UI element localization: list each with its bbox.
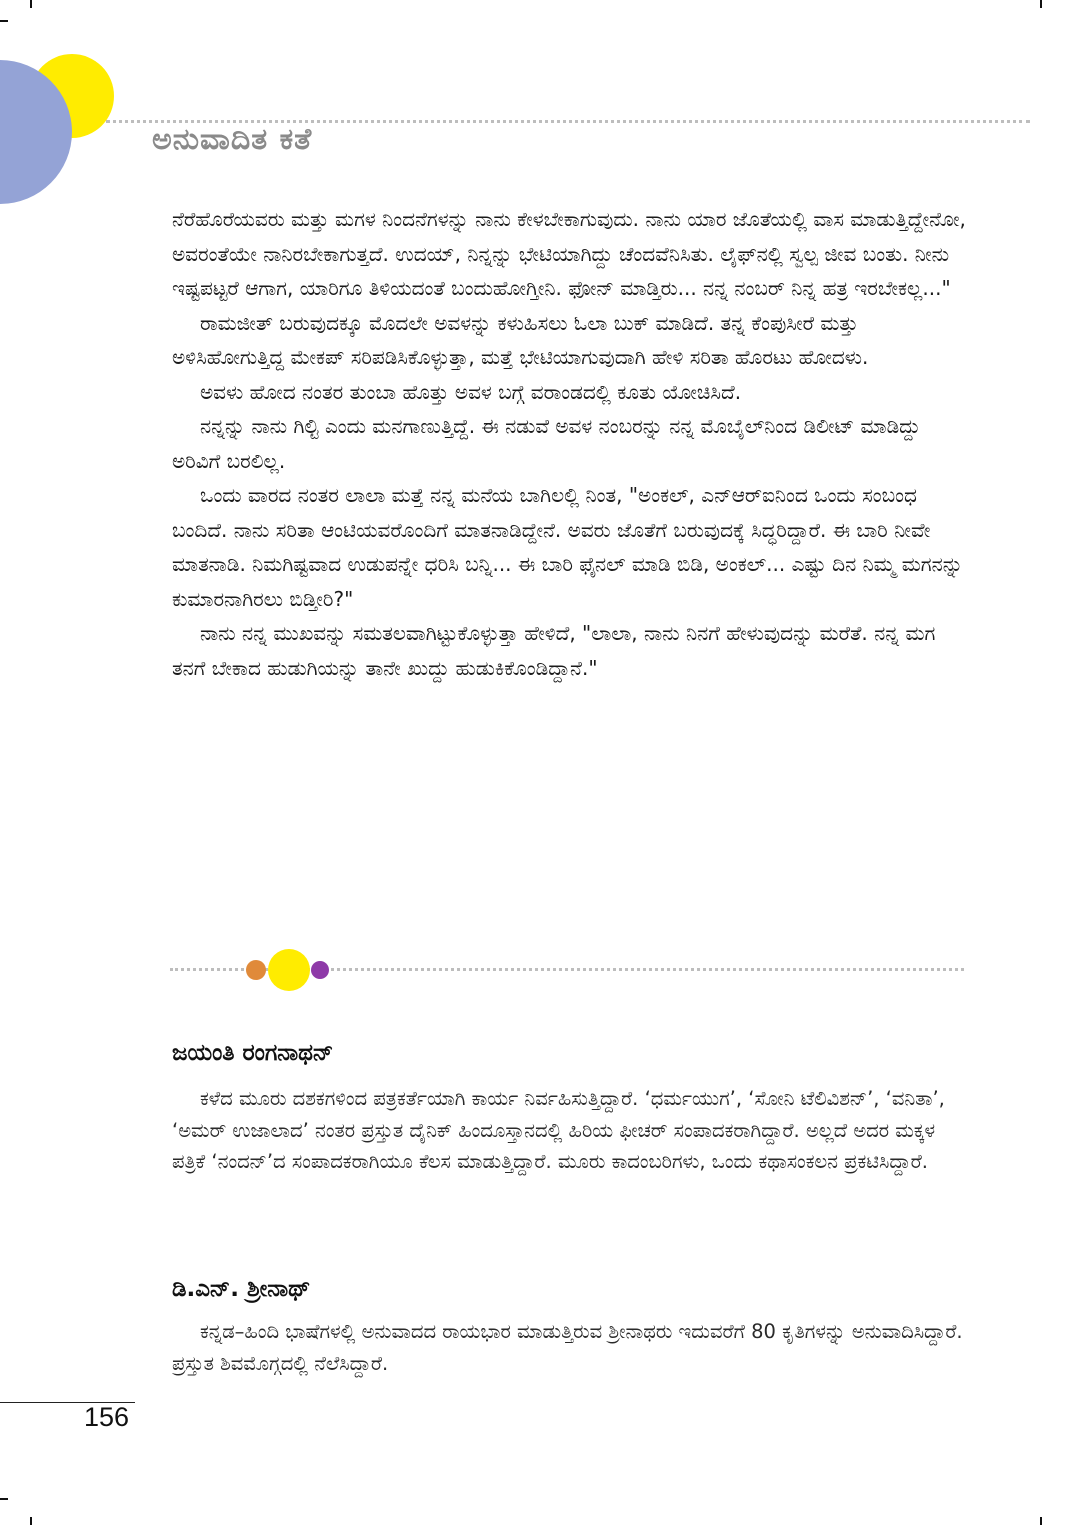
story-paragraph: ನಾನು ನನ್ನ ಮುಖವನ್ನು ಸಮತಲವಾಗಿಟ್ಟುಕೊಳ್ಳುತ್ತಾ ಹೇಳಿದೆ, "ಲಾಲಾ, ನಾನು ನಿನಗೆ ಹೇಳುವುದನ್ನು ಮರೆತೆ. ನನ್ನ ಮಗ ತನಗೆ ಬೇಕಾದ ಹುಡುಗಿಯನ್ನು ತಾನೇ ಖುದ್ದು ಹುಡುಕಿಕೊಂಡಿದ್ದಾನೆ." xyxy=(172,621,936,680)
story-paragraph: ರಾಮಜೀತ್ ಬರುವುದಕ್ಕೂ ಮೊದಲೇ ಅವಳನ್ನು ಕಳುಹಿಸಲು ಓಲಾ ಬುಕ್ ಮಾಡಿದೆ. ತನ್ನ ಕೆಂಪುಸೀರೆ ಮತ್ತು ಅಳಿಸಿಹೋಗುತ್ತಿದ್ದ ಮೇಕಪ್ ಸರಿಪಡಿಸಿಕೊಳ್ಳುತ್ತಾ, ಮತ್ತೆ ಭೇಟಿಯಾಗುವುದಾಗಿ ಹೇಳಿ ಸರಿತಾ ಹೊರಟು ಹೋದಳು. xyxy=(172,310,869,369)
story-paragraph: ನೆರೆಹೊರೆಯವರು ಮತ್ತು ಮಗಳ ನಿಂದನೆಗಳನ್ನು ನಾನು ಕೇಳಬೇಕಾಗುವುದು. ನಾನು ಯಾರ ಜೊತೆಯಲ್ಲಿ ವಾಸ ಮಾಡುತ್ತಿದ್ದೇನೋ, ಅವರಂತೆಯೇ ನಾನಿರಬೇಕಾಗುತ್ತದೆ. ಉದಯ್, ನಿನ್ನನ್ನು ಭೇಟಿಯಾಗಿದ್ದು ಚೆಂದವೆನಿಸಿತು. ಲೈಫ್‌ನಲ್ಲಿ ಸ್ವಲ್ಪ ಜೀವ ಬಂತು. ನೀನು ಇಷ್ಟಪಟ್ಟರೆ ಆಗಾಗ, ಯಾರಿಗೂ ತಿಳಿಯದಂತೆ ಬಂದುಹೋಗ್ತೀನಿ. ಫೋನ್ ಮಾಡ್ತಿರು... ನನ್ನ ನಂಬರ್ ನಿನ್ನ ಹತ್ರ ಇರಬೇಕಲ್ಲ..." xyxy=(172,207,966,300)
section-title: ಅನುವಾದಿತ ಕತೆ xyxy=(152,122,313,157)
crop-mark-top-right xyxy=(1040,0,1042,8)
divider-yellow-dot xyxy=(268,949,310,991)
divider-purple-dot xyxy=(311,961,329,979)
story-paragraph: ಅವಳು ಹೋದ ನಂತರ ತುಂಬಾ ಹೊತ್ತು ಅವಳ ಬಗ್ಗೆ ವರಾಂಡದಲ್ಲಿ ಕೂತು ಯೋಚಿಸಿದೆ. xyxy=(200,379,742,404)
story-paragraph: ಒಂದು ವಾರದ ನಂತರ ಲಾಲಾ ಮತ್ತೆ ನನ್ನ ಮನೆಯ ಬಾಗಿಲಲ್ಲಿ ನಿಂತ, "ಅಂಕಲ್, ಎನ್‌ಆರ್‌ಐನಿಂದ ಒಂದು ಸಂಬಂಧ ಬಂದಿದೆ. ನಾನು ಸರಿತಾ ಆಂಟಿಯವರೊಂದಿಗೆ ಮಾತನಾಡಿದ್ದೇನೆ. ಅವರು ಜೊತೆಗೆ ಬರುವುದಕ್ಕೆ ಸಿದ್ಧರಿದ್ದಾರೆ. ಈ ಬಾರಿ ನೀವೇ ಮಾತನಾಡಿ. ನಿಮಗಿಷ್ಟವಾದ ಉಡುಪನ್ನೇ ಧರಿಸಿ ಬನ್ನಿ... ಈ ಬಾರಿ ಫೈನಲ್ ಮಾಡಿ ಬಿಡಿ, ಅಂಕಲ್... ಎಷ್ಟು ದಿನ ನಿಮ್ಮ ಮಗನನ್ನು ಕುಮಾರನಾಗಿರಲು ಬಿಡ್ತೀರಿ?" xyxy=(172,483,963,611)
crop-mark-left-upper xyxy=(0,20,8,22)
page-number: 156 xyxy=(84,1402,130,1432)
story-body xyxy=(172,202,972,685)
author-name: ಜಯಂತಿ ರಂಗನಾಥನ್ xyxy=(172,1040,334,1066)
translator-name: ಡಿ.ಎನ್. ಶ್ರೀನಾಥ್ xyxy=(172,1276,311,1302)
crop-mark-left-lower xyxy=(0,1498,8,1500)
translator-bio: ಕನ್ನಡ–ಹಿಂದಿ ಭಾಷೆಗಳಲ್ಲಿ ಅನುವಾದದ ರಾಯಭಾರ ಮಾಡುತ್ತಿರುವ ಶ್ರೀನಾಥರು ಇದುವರೆಗೆ 80 ಕೃತಿಗಳನ್ನು ಅನುವಾದಿಸಿದ್ದಾರೆ. ಪ್ರಸ್ತುತ ಶಿವಮೊಗ್ಗದಲ್ಲಿ ನೆಲೆಸಿದ್ದಾರೆ. xyxy=(172,1320,963,1375)
crop-mark-bottom-right xyxy=(1040,1517,1042,1525)
story-paragraph: ನನ್ನನ್ನು ನಾನು ಗಿಲ್ಟಿ ಎಂದು ಮನಗಾಣುತ್ತಿದ್ದೆ. ಈ ನಡುವೆ ಅವಳ ನಂಬರನ್ನು ನನ್ನ ಮೊಬೈಲ್‌ನಿಂದ ಡಿಲೀಟ್ ಮಾಡಿದ್ದು ಅರಿವಿಗೆ ಬರಲಿಲ್ಲ. xyxy=(172,414,921,473)
author-bio: ಕಳೆದ ಮೂರು ದಶಕಗಳಿಂದ ಪತ್ರಕರ್ತೆಯಾಗಿ ಕಾರ್ಯ ನಿರ್ವಹಿಸುತ್ತಿದ್ದಾರೆ. ‘ಧರ್ಮಯುಗ’, ‘ಸೋನಿ ಟೆಲಿವಿಶನ್’, ‘ವನಿತಾ’, ‘ಅಮರ್ ಉಜಾಲಾದ’ ನಂತರ ಪ್ರಸ್ತುತ ದೈನಿಕ್ ಹಿಂದೂಸ್ತಾನದಲ್ಲಿ ಹಿರಿಯ ಫೀಚರ್ ಸಂಪಾದಕರಾಗಿದ್ದಾರೆ. ಅಲ್ಲದೆ ಅದರ ಮಕ್ಕಳ ಪತ್ರಿಕೆ ‘ನಂದನ್’ದ ಸಂಪಾದಕರಾಗಿಯೂ ಕೆಲಸ ಮಾಡುತ್ತಿದ್ದಾರೆ. ಮೂರು ಕಾದಂಬರಿಗಳು, ಒಂದು ಕಥಾಸಂಕಲನ ಪ್ರಕಟಿಸಿದ್ದಾರೆ. xyxy=(172,1087,945,1173)
crop-mark-top-left xyxy=(30,0,32,8)
crop-mark-bottom-left xyxy=(30,1517,32,1525)
divider-orange-dot xyxy=(246,960,266,980)
